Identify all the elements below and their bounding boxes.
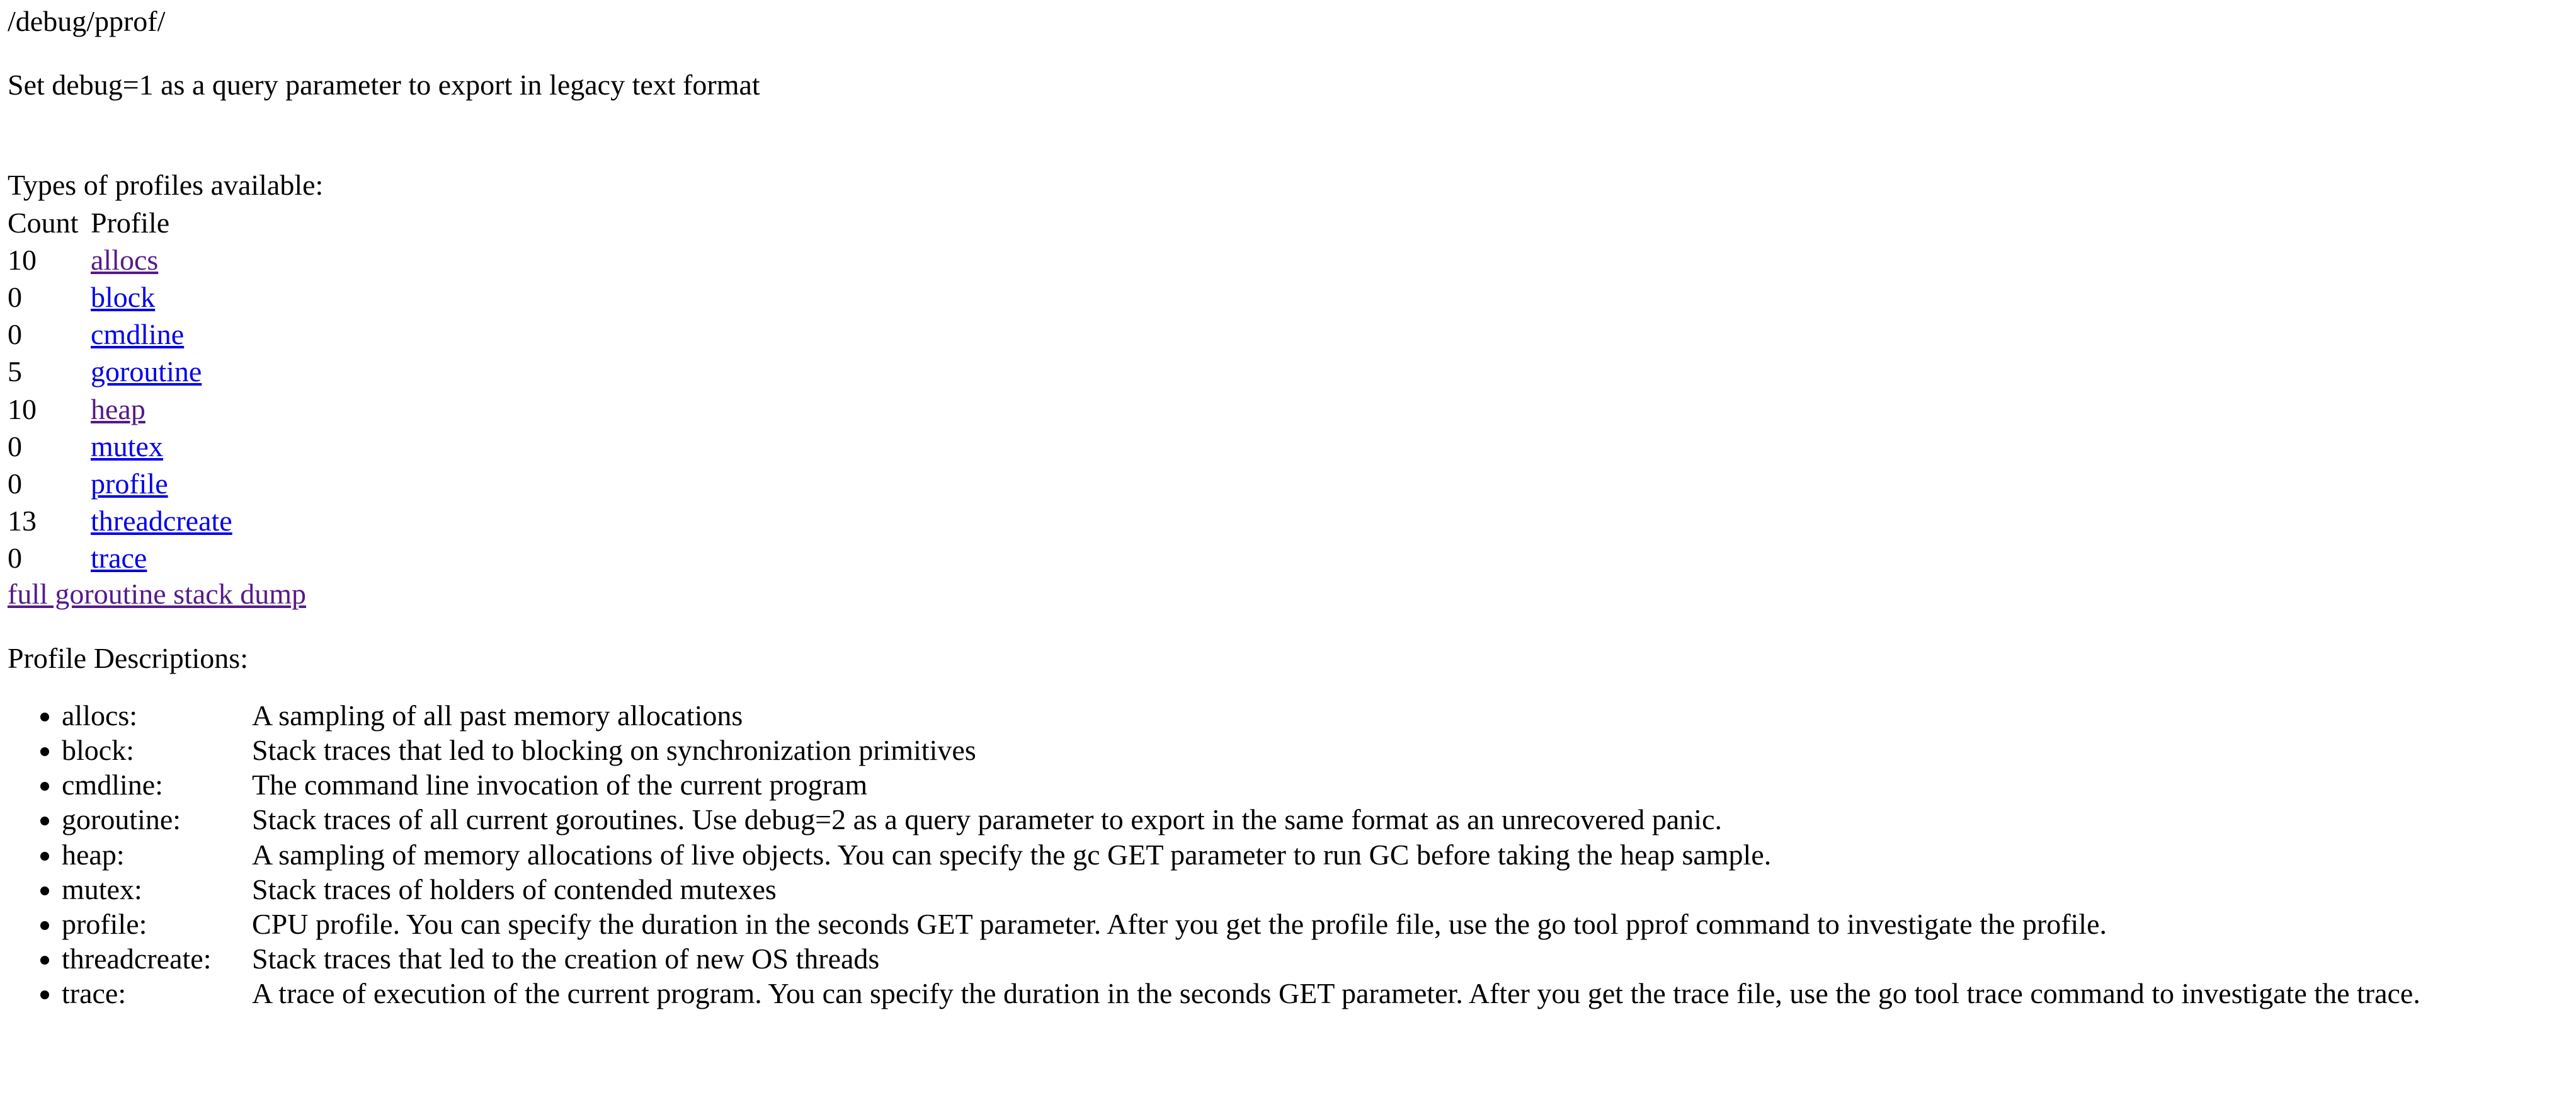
profiles-table — [5, 203, 235, 578]
profile-link-goroutine[interactable]: goroutine — [91, 355, 202, 388]
table-row — [8, 354, 232, 389]
profile-count: 0 — [8, 280, 22, 313]
list-item — [62, 767, 2568, 802]
profile-count: 10 — [8, 243, 37, 276]
list-item — [62, 837, 2568, 872]
table-row — [8, 429, 232, 464]
profile-link-block[interactable]: block — [91, 280, 156, 313]
profile-link-threadcreate[interactable]: threadcreate — [91, 505, 232, 537]
list-item — [62, 698, 2568, 733]
profile-count: 0 — [8, 430, 22, 462]
count-column-header: Count — [8, 206, 79, 239]
profile-count: 5 — [8, 355, 22, 388]
list-item — [62, 802, 2568, 837]
full-goroutine-dump-link[interactable]: full goroutine stack dump — [8, 578, 306, 611]
profile-count: 0 — [8, 542, 22, 575]
profile-link-allocs[interactable]: allocs — [91, 243, 159, 276]
description-name: • cmdline: — [62, 769, 163, 801]
table-row — [8, 392, 232, 427]
description-name: • profile: — [62, 907, 147, 940]
profile-link-profile[interactable]: profile — [91, 467, 168, 500]
list-item — [62, 941, 2568, 976]
profile-link-heap[interactable]: heap — [91, 393, 145, 425]
profile-types-heading: Types of profiles available: — [8, 169, 324, 202]
profile-link-trace[interactable]: trace — [91, 542, 147, 575]
description-name: • threadcreate: — [62, 943, 212, 975]
description-text: The command line invocation of the current program — [252, 769, 868, 801]
description-name: • mutex: — [62, 873, 142, 905]
description-text: CPU profile. You can specify the duration in the seconds GET parameter. After you get the profile file, use the go tool pprof command to investigate the profile. — [252, 907, 2107, 940]
table-header-row — [8, 205, 232, 240]
list-item — [62, 872, 2568, 907]
description-name: • block: — [62, 734, 134, 766]
table-row — [8, 317, 232, 352]
profile-descriptions-list — [8, 698, 2568, 1011]
table-row — [8, 541, 232, 575]
table-row — [8, 466, 232, 501]
profile-descriptions-heading: Profile Descriptions: — [8, 641, 248, 674]
description-name: • allocs: — [62, 699, 138, 732]
export-note: Set debug=1 as a query parameter to export in legacy text format — [8, 69, 760, 101]
description-name: • trace: — [62, 977, 127, 1010]
list-item — [62, 907, 2568, 941]
description-text: A trace of execution of the current program. You can specify the duration in the seconds GET parameter. After you get the trace file, use the go tool trace command to investigate the trace. — [252, 977, 2420, 1010]
description-text: Stack traces that led to blocking on synchronization primitives — [252, 734, 976, 766]
description-name: • goroutine: — [62, 803, 181, 836]
description-text: A sampling of memory allocations of live objects. You can specify the gc GET parameter to run GC before taking the heap sample. — [252, 838, 1772, 871]
table-row — [8, 280, 232, 314]
description-name: • heap: — [62, 838, 125, 871]
list-item — [62, 976, 2568, 1011]
table-row — [8, 243, 232, 277]
profile-count: 13 — [8, 505, 37, 537]
description-text: Stack traces of holders of contended mutexes — [252, 873, 777, 905]
profile-link-cmdline[interactable]: cmdline — [91, 318, 185, 351]
page-title: /debug/pprof/ — [8, 5, 166, 37]
profile-column-header: Profile — [91, 206, 170, 239]
profile-count: 0 — [8, 467, 22, 500]
list-item — [62, 733, 2568, 767]
profile-count: 0 — [8, 318, 22, 351]
description-text: Stack traces of all current goroutines. Use debug=2 as a query parameter to export in the same format as an unrecovered panic. — [252, 803, 1722, 836]
profile-link-mutex[interactable]: mutex — [91, 430, 163, 462]
description-text: A sampling of all past memory allocations — [252, 699, 743, 732]
description-text: Stack traces that led to the creation of new OS threads — [252, 943, 880, 975]
table-row — [8, 503, 232, 538]
profile-count: 10 — [8, 393, 37, 425]
